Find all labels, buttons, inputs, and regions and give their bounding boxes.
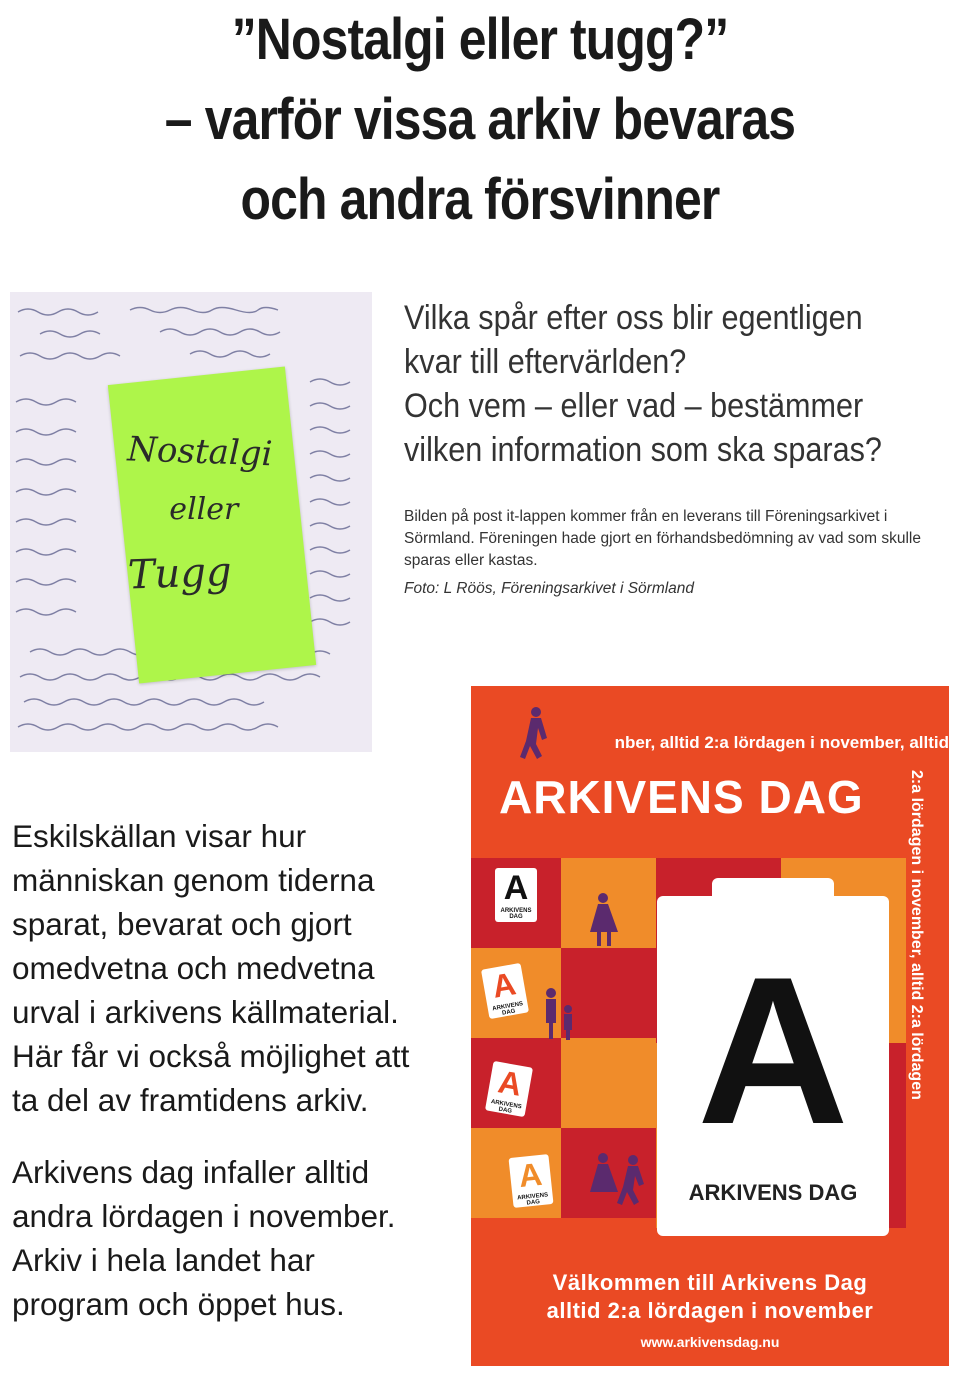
mini-card-letter: A: [489, 965, 519, 1005]
poster-url: www.arkivensdag.nu: [640, 1334, 780, 1350]
body2-line-2: andra lördagen i november.: [12, 1198, 396, 1234]
lede-line-3: Och vem – eller vad – bestämmer: [404, 387, 864, 425]
mini-card-label: ARKIVENS DAG: [516, 1192, 549, 1207]
big-card-label: ARKIVENS DAG: [688, 1180, 858, 1205]
sticky-note-photo: [10, 292, 372, 752]
poster-welcome-line-1: Välkommen till Arkivens Dag: [552, 1270, 868, 1295]
big-card-letter: A: [697, 933, 849, 1168]
mini-card-label: ARKIVENS DAG: [490, 1099, 523, 1115]
title-line-3: och andra försvinner: [240, 167, 720, 232]
poster-top-band: nber, alltid 2:a lördagen i november, alltid: [614, 733, 949, 752]
note-word-eller: eller: [169, 491, 239, 527]
body2-line-1: Arkivens dag infaller alltid: [12, 1154, 370, 1190]
photo-credit: Foto: L Röös, Föreningsarkivet i Sörmland: [404, 580, 695, 597]
photo-caption: Bilden på post it-lappen kommer från en leverans till Föreningsarkivet i Sörmland. Föreningen hade gjort en förhandsbedömning av vad som skulle sparas eller kastas.: [404, 508, 921, 569]
body1-line-6: Här får vi också möjlighet att: [12, 1038, 410, 1074]
lede-paragraph: [404, 296, 890, 472]
body1-line-5: urval i arkivens källmaterial.: [12, 994, 399, 1030]
lede-line-2: kvar till eftervärlden?: [404, 343, 687, 381]
body1-line-3: sparat, bevarat och gjort: [12, 906, 352, 942]
lede-line-4: vilken information som ska sparas?: [404, 431, 882, 469]
mini-card-letter: A: [495, 1063, 525, 1103]
mini-card-letter: A: [503, 869, 529, 907]
big-a-card: [657, 896, 889, 1236]
note-word-nostalgi: Nostalgi: [126, 429, 274, 475]
body1-line-7: ta del av framtidens arkiv.: [12, 1082, 369, 1118]
body2-line-3: Arkiv i hela landet har: [12, 1242, 315, 1278]
poster-title: ARKIVENS DAG: [499, 771, 864, 823]
sticky-note: [108, 367, 316, 684]
arkivens-dag-poster: [471, 686, 949, 1366]
mini-card-label: ARKIVENS DAG: [491, 1001, 524, 1017]
poster-side-text: 2:a lördagen i november, alltid 2:a lördagen: [908, 770, 925, 1100]
card-tab: [712, 878, 834, 904]
poster-welcome-line-2: alltid 2:a lördagen i november: [546, 1298, 874, 1323]
note-word-tugg: Tugg: [127, 548, 233, 599]
body-paragraph-1: [12, 814, 462, 1122]
body-paragraph-2: [12, 1150, 462, 1326]
body1-line-4: omedvetna och medvetna: [12, 950, 375, 986]
lede-line-1: Vilka spår efter oss blir egentligen: [404, 299, 863, 337]
body2-line-4: program och öppet hus.: [12, 1286, 345, 1322]
mini-card-label: ARKIVENS DAG: [500, 908, 532, 920]
mini-card-letter: A: [516, 1155, 544, 1195]
body1-line-2: människan genom tiderna: [12, 862, 375, 898]
body1-line-1: Eskilskällan visar hur: [12, 818, 307, 854]
title-line-2: – varför vissa arkiv bevaras: [164, 87, 796, 152]
title-line-1: ”Nostalgi eller tugg?”: [231, 7, 729, 72]
page-title: [67, 0, 893, 240]
